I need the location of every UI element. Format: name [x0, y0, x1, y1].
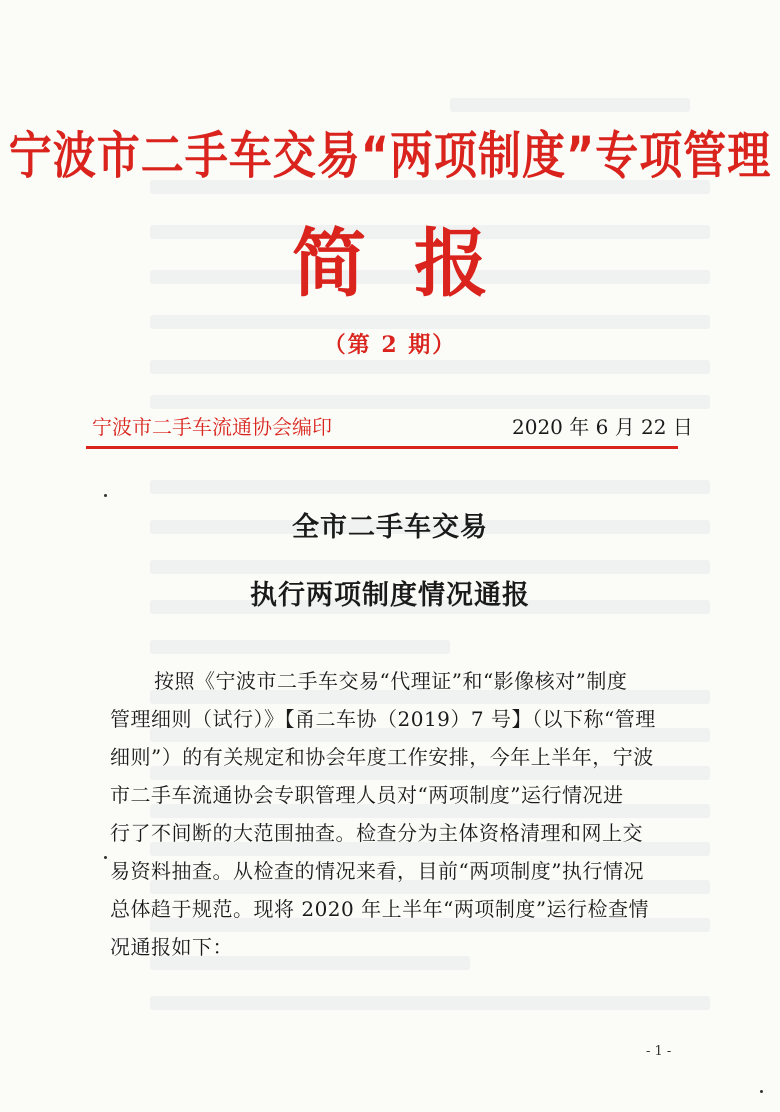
- masthead-subtitle: 简报: [292, 221, 536, 307]
- masthead-title: 宁波市二手车交易“两项制度”专项管理: [8, 127, 772, 187]
- publish-date: 2020 年 6 月 22 日: [512, 415, 693, 439]
- body-line: 况通报如下：: [110, 935, 233, 959]
- body-line: 总体趋于规范。现将 2020 年上半年“两项制度”运行检查情: [110, 897, 650, 921]
- publisher-name: 宁波市二手车流通协会编印: [92, 415, 332, 439]
- scan-speck: [760, 1090, 763, 1093]
- body-line: 易资料抽查。从检查的情况来看，目前“两项制度”执行情况: [110, 859, 644, 883]
- scan-speck: [104, 494, 107, 497]
- scan-speck: [104, 856, 107, 859]
- article-body: [110, 662, 690, 966]
- header-divider: [86, 446, 678, 449]
- page-number: - 1 -: [646, 1044, 672, 1059]
- body-line: 管理细则（试行）》【甬二车协（2019）7 号】（以下称“管理: [110, 707, 656, 731]
- article-title-line1: 全市二手车交易: [292, 512, 488, 543]
- body-line: 按照《宁波市二手车交易“代理证”和“影像核对”制度: [154, 669, 628, 693]
- article-title-line2: 执行两项制度情况通报: [250, 580, 530, 611]
- issue-number: （第 2 期）: [323, 332, 457, 358]
- body-line: 市二手车流通协会专职管理人员对“两项制度”运行情况进: [110, 783, 624, 807]
- body-line: 行了不间断的大范围抽查。检查分为主体资格清理和网上交: [110, 821, 643, 845]
- body-line: 细则”）的有关规定和协会年度工作安排，今年上半年，宁波: [110, 745, 654, 769]
